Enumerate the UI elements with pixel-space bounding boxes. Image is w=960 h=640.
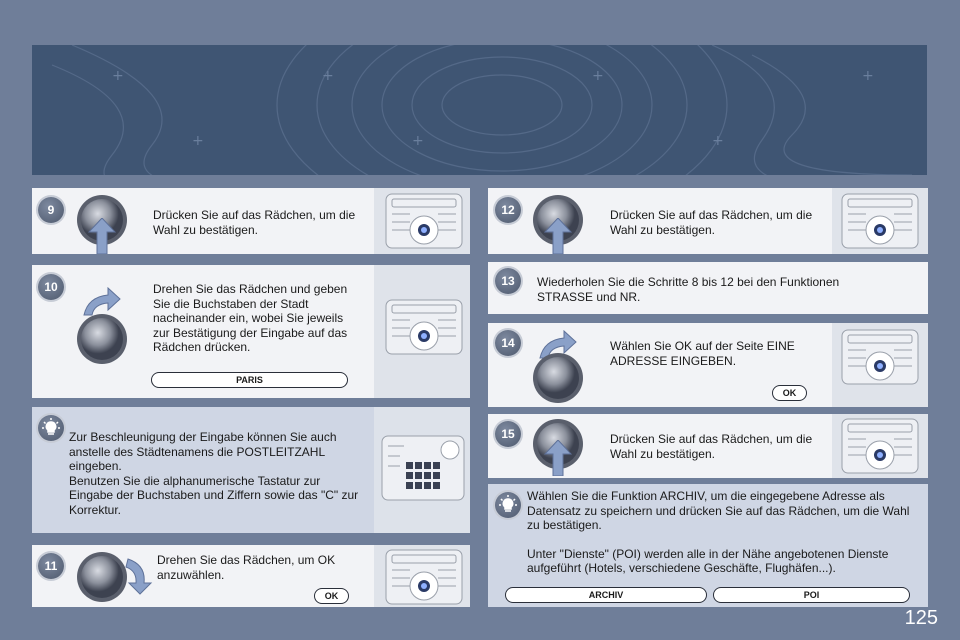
svg-text:+: + — [712, 133, 724, 149]
lightbulb-icon — [38, 415, 64, 441]
svg-text:+: + — [322, 68, 334, 84]
press-arrow-icon — [544, 218, 572, 254]
header-banner — [32, 45, 927, 175]
ok-button[interactable]: OK — [314, 588, 349, 604]
svg-text:+: + — [112, 68, 124, 84]
turn-arrow-icon — [124, 557, 154, 595]
poi-button[interactable]: POI — [713, 587, 910, 603]
step-12-text: Drücken Sie auf das Rädchen, um die Wahl zu bestätigen. — [610, 208, 813, 237]
step-number-badge: 14 — [495, 330, 521, 356]
step-11-text: Drehen Sie das Rädchen, um OK anzuwählen. — [157, 553, 336, 582]
step-15-text: Drücken Sie auf das Rädchen, um die Wahl zu bestätigen. — [610, 432, 813, 461]
tip-paragraph: Zur Beschleunigung der Eingabe können Sie auch anstelle des Städtenamens die POSTLEITZAHL eingeben. — [69, 430, 337, 473]
radio-unit-icon — [384, 548, 464, 606]
step-number-badge: 15 — [495, 421, 521, 447]
rotary-knob-icon — [532, 352, 584, 404]
radio-unit-icon — [840, 328, 920, 386]
radio-unit-icon — [840, 417, 920, 475]
press-arrow-icon — [88, 218, 116, 254]
tip-postcode-text — [69, 430, 364, 517]
step-9-text: Drücken Sie auf das Rädchen, um die Wahl zu bestätigen. — [153, 208, 356, 237]
radio-unit-icon — [840, 192, 920, 250]
step-number-badge: 12 — [495, 197, 521, 223]
tip-archive-text — [527, 489, 912, 576]
svg-text:+: + — [192, 133, 204, 149]
step-number-badge: 9 — [38, 197, 64, 223]
ok-button[interactable]: OK — [772, 385, 807, 401]
tip-paragraph: Unter "Dienste" (POI) werden alle in der Nähe angebotenen Dienste aufgeführt (Hotels, verschiedene Geschäfte, Flughäfen...). — [527, 546, 889, 575]
radio-unit-icon — [384, 298, 464, 356]
step-number-badge: 10 — [38, 274, 64, 300]
tip-paragraph: Wählen Sie die Funktion ARCHIV, um die eingegebene Adresse als Datensatz zu speichern und drücken Sie auf das Rädchen, um die Wahl zu bestätigen. — [527, 489, 910, 532]
topographic-pattern — [32, 45, 927, 175]
step-number-badge: 11 — [38, 553, 64, 579]
svg-text:+: + — [592, 68, 604, 84]
press-arrow-icon — [544, 440, 572, 476]
paris-button[interactable]: PARIS — [151, 372, 348, 388]
radio-unit-icon — [384, 192, 464, 250]
step-10-text: Drehen Sie das Rädchen und geben Sie die Buchstaben der Stadt nacheinander ein, wobei Sie jeweils zur Bestätigung der Eingabe auf das Rädchen drücken. — [153, 282, 348, 354]
rotary-knob-icon — [76, 551, 128, 603]
step-13-text: Wiederholen Sie die Schritte 8 bis 12 bei den Funktionen STRASSE und NR. — [537, 275, 840, 304]
step-number-badge: 13 — [495, 268, 521, 294]
tip-paragraph: Benutzen Sie die alphanumerische Tastatur zur Eingabe der Buchstaben und Ziffern sowie das "C" zur Korrektur. — [69, 473, 359, 517]
svg-text:+: + — [862, 68, 874, 84]
step-14-text: Wählen Sie OK auf der Seite EINE ADRESSE EINGEBEN. — [610, 339, 795, 368]
lightbulb-icon — [495, 492, 521, 518]
keypad-radio-icon — [380, 434, 466, 502]
rotary-knob-icon — [76, 313, 128, 365]
archiv-button[interactable]: ARCHIV — [505, 587, 707, 603]
svg-text:+: + — [412, 133, 424, 149]
page-number: 125 — [904, 607, 938, 629]
